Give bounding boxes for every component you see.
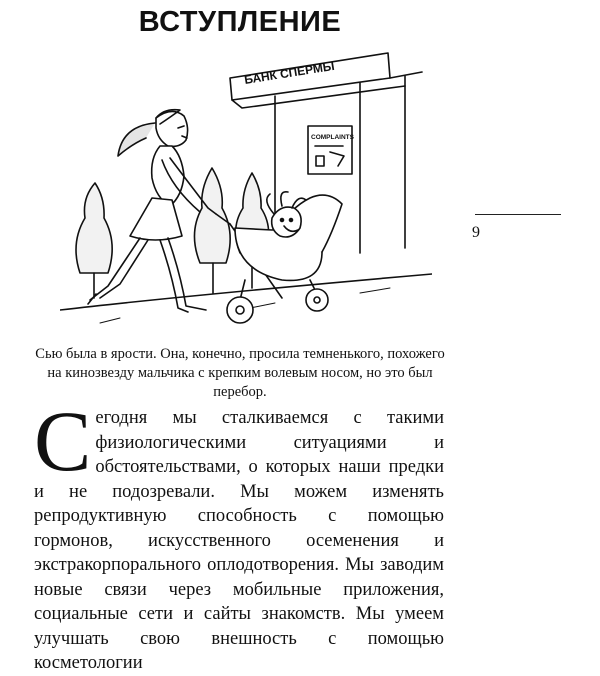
sign-text: БАНК СПЕРМЫ	[243, 58, 336, 87]
body-text: егодня мы сталкиваемся с такими физиологическими ситуациями и обстоятельствами, о которых наши предки и не подозревали. Мы можем изменять репродуктивную способность с помощью гормонов, искусственного осеменения и экстракорпорального оплодотворения. Мы заводим новые связи через мобильные приложения, социальные сети и сайты знакомств. Мы умеем улучшать свою внешность с помощью косметологии	[34, 408, 444, 673]
illustration-caption: Сью была в ярости. Она, конечно, просила темненького, похожего на кинозвезду мальчика с крепким волевым носом, но это был перебор.	[35, 346, 445, 400]
page-number: 9	[472, 224, 480, 241]
cartoon-illustration	[60, 48, 432, 333]
tree-icon	[76, 183, 112, 298]
page-rule	[475, 214, 561, 215]
tree-icon	[194, 168, 230, 293]
drop-cap: С	[34, 393, 92, 489]
plaque-text: COMPLAINTS	[311, 134, 354, 141]
woman-figure	[88, 110, 216, 312]
chapter-title: ВСТУПЛЕНИЕ	[138, 6, 342, 38]
body-paragraph	[34, 393, 444, 676]
